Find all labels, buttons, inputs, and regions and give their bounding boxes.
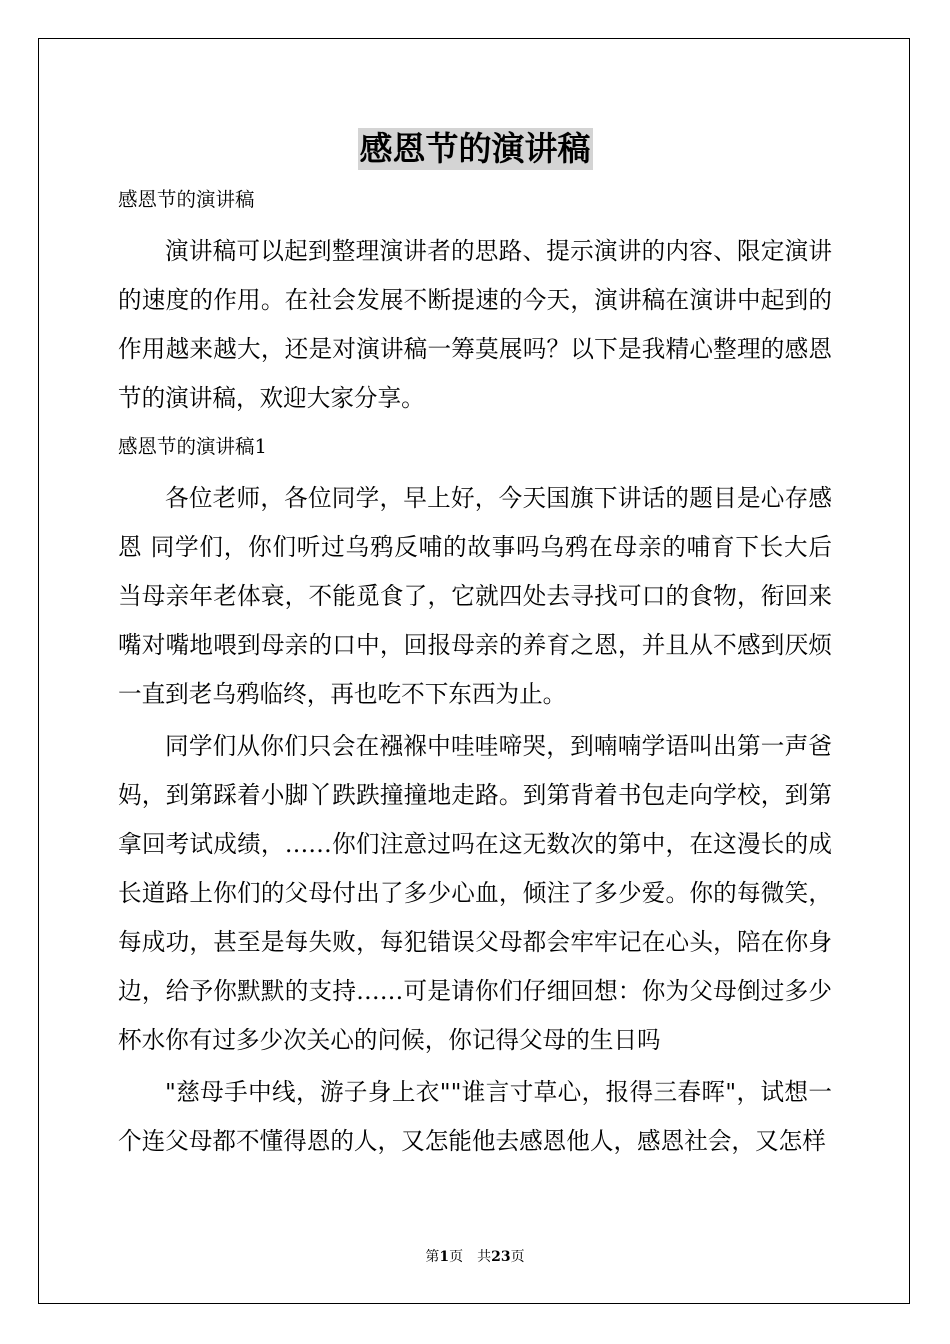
page-footer [0, 1247, 950, 1267]
document-title: 感恩节的演讲稿 [359, 129, 591, 168]
footer-suffix: 页 [510, 1249, 525, 1265]
section-1-paragraph-1: 各位老师，各位同学，早上好，今天国旗下讲话的题目是心存感恩 同学们，你们听过乌鸦反哺的故事吗乌鸦在母亲的哺育下长大后当母亲年老体衰，不能觅食了，它就四处去寻找可口的食物，衔回来嘴对嘴地喂到母亲的口中，回报母亲的养育之恩，并且从不感到厌烦一直到老乌鸦临终，再也吃不下东西为止。 [118, 484, 832, 708]
title-container [0, 128, 950, 170]
footer-prefix: 第 [425, 1249, 440, 1265]
intro-paragraph: 演讲稿可以起到整理演讲者的思路、提示演讲的内容、限定演讲的速度的作用。在社会发展不断提速的今天，演讲稿在演讲中起到的作用越来越大，还是对演讲稿一筹莫展吗？以下是我精心整理的感恩节的演讲稿，欢迎大家分享。 [118, 237, 832, 412]
section-1-paragraph-3: "慈母手中线，游子身上衣""谁言寸草心，报得三春晖"，试想一个连父母都不懂得恩的人，又怎能他去感恩他人，感恩社会，又怎样 [118, 1078, 832, 1155]
intro-heading: 感恩节的演讲稿 [118, 188, 255, 211]
document-body [118, 176, 832, 1166]
footer-page-number: 1 [439, 1249, 450, 1265]
section-1-paragraph-2: 同学们从你们只会在襁褓中哇哇啼哭，到喃喃学语叫出第一声爸妈，到第踩着小脚丫跌跌撞撞地走路。到第背着书包走向学校，到第拿回考试成绩，……你们注意过吗在这无数次的第中，在这漫长的成长道路上你们的父母付出了多少心血，倾注了多少爱。你的每微笑，每成功，甚至是每失败，每犯错误父母都会牢牢记在心头，陪在你身边，给予你默默的支持……可是请你们仔细回想：你为父母倒过多少杯水你有过多少次关心的问候，你记得父母的生日吗 [118, 732, 832, 1054]
footer-mid: 页 共 [449, 1249, 492, 1265]
section-1-heading: 感恩节的演讲稿1 [118, 435, 267, 458]
footer-total-pages: 23 [491, 1249, 511, 1265]
